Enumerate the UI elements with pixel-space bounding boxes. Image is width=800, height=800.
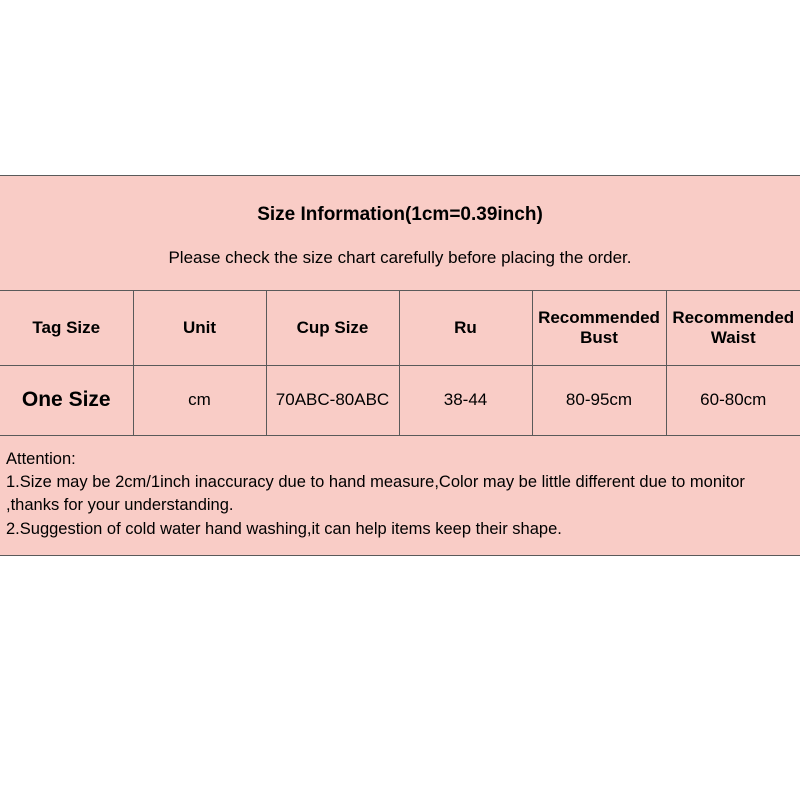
cell-tag-size: One Size <box>0 365 133 435</box>
size-table <box>0 291 800 436</box>
column-header-ru: Ru <box>399 291 532 365</box>
cell-ru: 38-44 <box>399 365 532 435</box>
table-body <box>0 365 800 435</box>
size-chart-header <box>0 176 800 291</box>
page-title: Size Information(1cm=0.39inch) <box>257 204 543 225</box>
cell-recommended-bust: 80-95cm <box>532 365 666 435</box>
attention-heading: Attention: <box>6 449 76 468</box>
column-header-tag-size: Tag Size <box>0 291 133 365</box>
attention-line-2: 2.Suggestion of cold water hand washing,it can help items keep their shape. <box>6 519 562 538</box>
attention-line-1: 1.Size may be 2cm/1inch inaccuracy due to hand measure,Color may be little different due to monitor ,thanks for your understanding. <box>6 472 745 515</box>
page-subtitle: Please check the size chart carefully before placing the order. <box>168 248 632 267</box>
column-header-recommended-waist: Recommended Waist <box>666 291 800 365</box>
table-row <box>0 365 800 435</box>
column-header-cup-size: Cup Size <box>266 291 399 365</box>
column-header-unit: Unit <box>133 291 266 365</box>
table-header-row <box>0 291 800 365</box>
cell-unit: cm <box>133 365 266 435</box>
attention-block <box>0 436 800 556</box>
size-chart <box>0 175 800 556</box>
table-header <box>0 291 800 365</box>
cell-recommended-waist: 60-80cm <box>666 365 800 435</box>
column-header-recommended-bust: Recommended Bust <box>532 291 666 365</box>
cell-cup-size: 70ABC-80ABC <box>266 365 399 435</box>
